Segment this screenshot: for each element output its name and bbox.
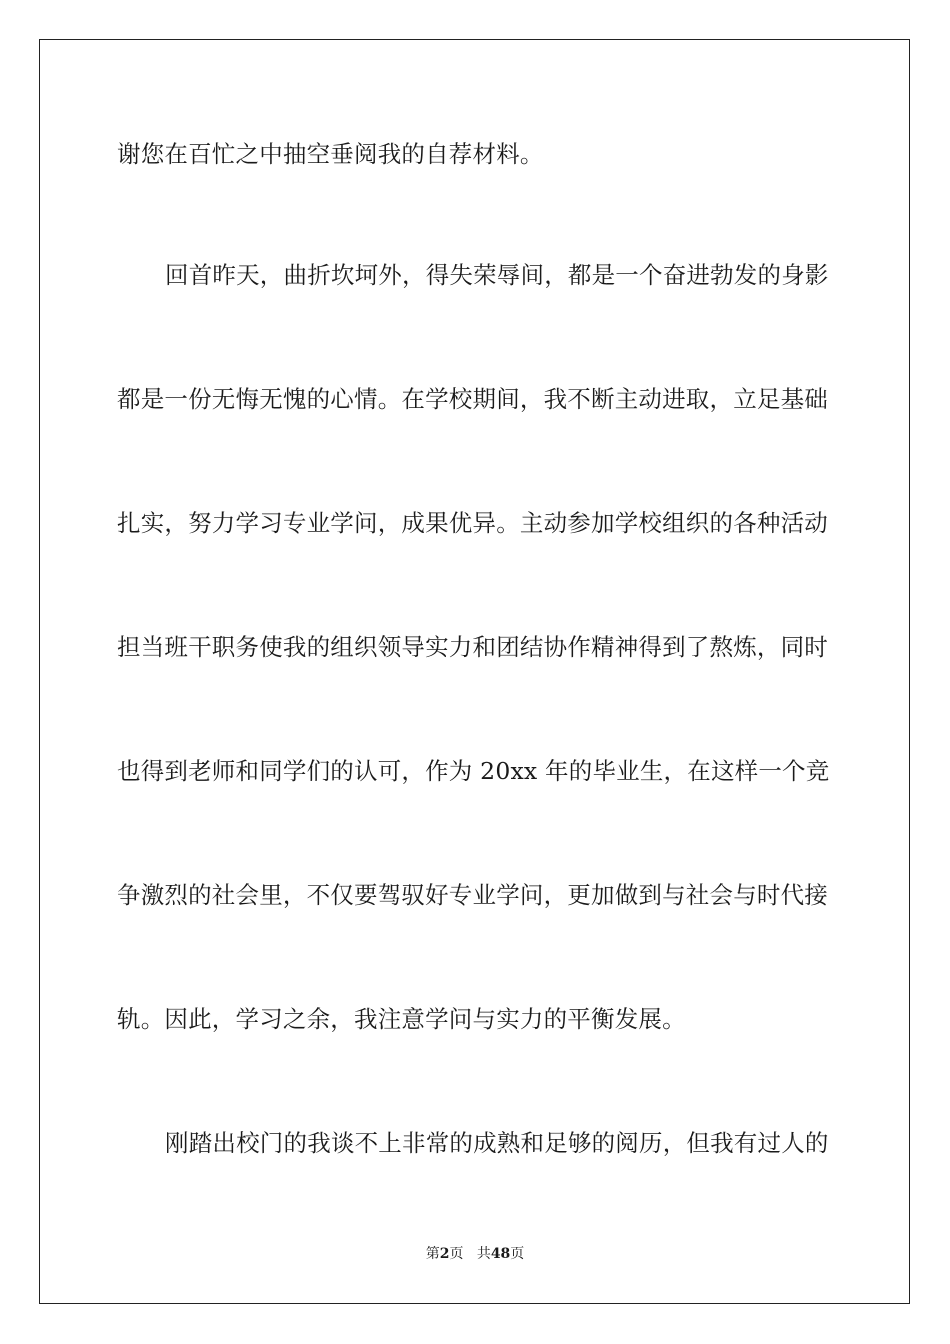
- paragraph-line-3: 都是一份无悔无愧的心情。在学校期间，我不断主动进取，立足基础: [117, 385, 828, 413]
- paragraph-line-7: 争激烈的社会里，不仅要驾驭好专业学问，更加做到与社会与时代接: [117, 881, 828, 909]
- total-suffix: 页: [510, 1246, 525, 1262]
- paragraph-line-8: 轨。因此，学习之余，我注意学问与实力的平衡发展。: [117, 1005, 686, 1033]
- page-footer: [0, 1244, 950, 1264]
- paragraph-line-4: 扎实，努力学习专业学问，成果优异。主动参加学校组织的各种活动: [117, 509, 828, 537]
- page-suffix: 页: [449, 1246, 464, 1262]
- total-pages: 48: [490, 1246, 511, 1262]
- paragraph-line-9: 刚踏出校门的我谈不上非常的成熟和足够的阅历，但我有过人的: [165, 1129, 829, 1157]
- paragraph-line-1: 谢您在百忙之中抽空垂阅我的自荐材料。: [117, 140, 544, 168]
- paragraph-line-2: 回首昨天，曲折坎坷外，得失荣辱间，都是一个奋进勃发的身影: [165, 261, 829, 289]
- page-number: 2: [439, 1246, 450, 1262]
- page-border: [39, 39, 910, 1304]
- total-prefix: 共: [476, 1246, 491, 1262]
- paragraph-line-5: 担当班干职务使我的组织领导实力和团结协作精神得到了熬炼，同时: [117, 633, 828, 661]
- page-prefix: 第: [425, 1246, 440, 1262]
- paragraph-line-6: 也得到老师和同学们的认可，作为 20xx 年的毕业生，在这样一个竞: [117, 757, 830, 785]
